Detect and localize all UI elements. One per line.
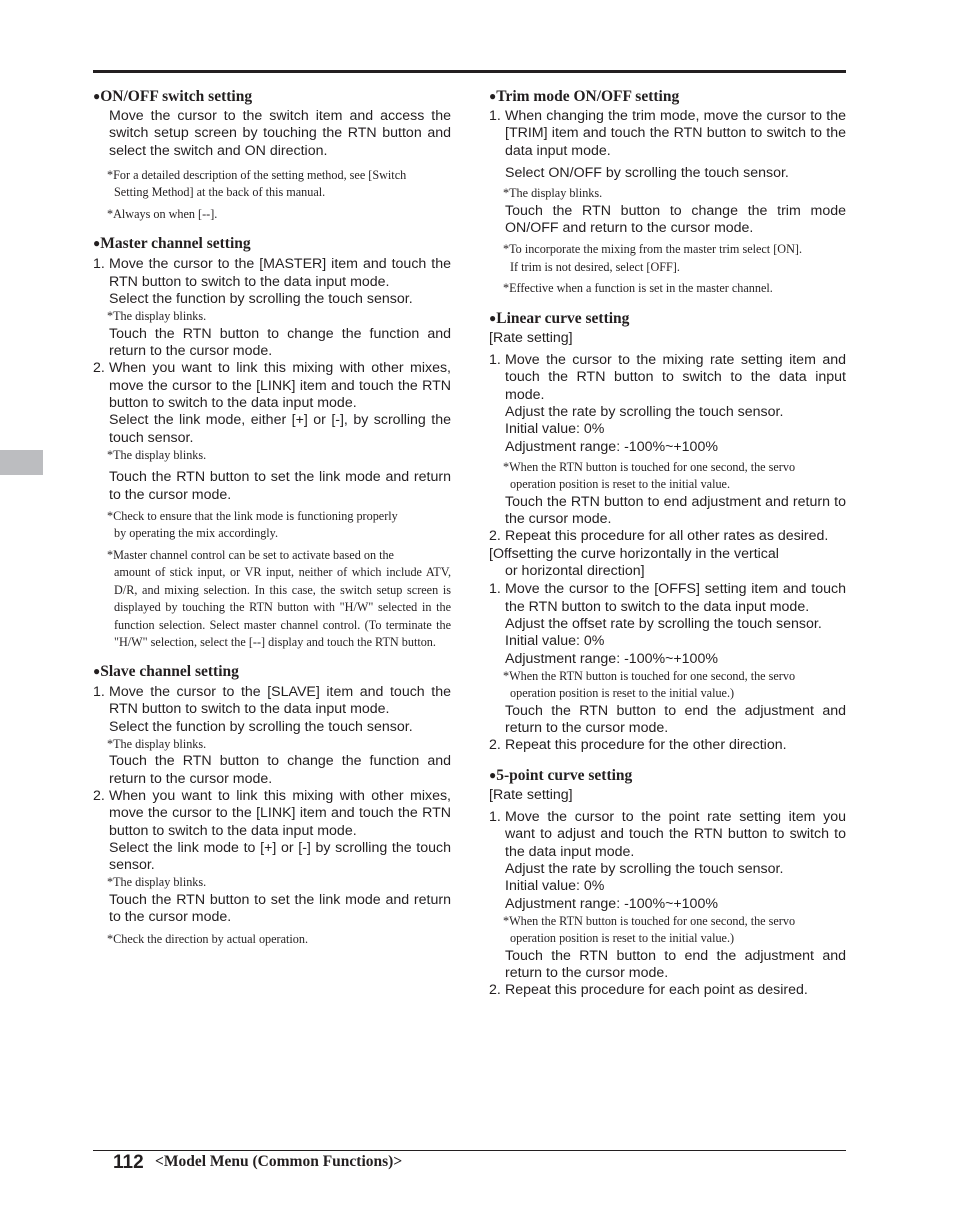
heading-5-point-curve: ●5-point curve setting xyxy=(489,766,633,784)
trim-note-2: *Effective when a function is set in the master channel. xyxy=(503,281,773,296)
bullet-icon: ● xyxy=(489,767,497,782)
master-step-2: 2. When you want to link this mixing with other mixes, move the cursor to the [LINK] item and touch the RTN button to switch to the data input mode. Select the link mode, either [+] or [-], by scrolling the touch sensor. *The display blinks. Touch the RTN button to set the link mode and return to the cursor mode. xyxy=(93,360,451,503)
bullet-icon: ● xyxy=(489,89,497,103)
chapter-tab xyxy=(0,450,43,475)
offset-step-1: 1. Move the cursor to the [OFFS] setting item and touch the RTN button to switch to the data input mode. Adjust the offset rate by scrolling the touch sensor. Initial value: 0% Adjustment range: -100%~+100% *When the RTN button is touched for one second, the servo operation position is reset to the initial value.) Touch the RTN button to end the adjustment and return to the cursor mode. xyxy=(489,581,846,737)
master-note-link: *Check to ensure that the link mode is functioning properly by operating the mix accordingly. xyxy=(107,508,398,541)
fivepoint-rate-label: [Rate setting] xyxy=(489,786,573,803)
slave-note: *Check the direction by actual operation. xyxy=(107,931,309,946)
page-number: 112 xyxy=(113,1152,144,1173)
linear-step-2: 2. Repeat this procedure for all other rates as desired. xyxy=(489,528,829,545)
footer-rule xyxy=(93,1150,846,1151)
bullet-icon: ● xyxy=(489,310,497,325)
linear-rate-label: [Rate setting] xyxy=(489,329,573,346)
section-title: <Model Menu (Common Functions)> xyxy=(155,1153,403,1170)
onoff-note-1: *For a detailed description of the setting method, see [Switch Setting Method] at the back of this manual. xyxy=(107,167,407,200)
heading-onoff-switch: ●ON/OFF switch setting xyxy=(93,88,253,105)
onoff-body: Move the cursor to the switch item and access the switch setup screen by touching the RTN button and select the switch and ON direction. xyxy=(109,108,451,159)
fivepoint-step-2: 2. Repeat this procedure for each point as desired. xyxy=(489,982,808,999)
trim-step-1: 1. When changing the trim mode, move the cursor to the [TRIM] item and touch the RTN button to switch to the data input mode. Select ON/OFF by scrolling the touch sensor. *The display blinks. Touch the RTN button to change the trim mode ON/OFF and return to the cursor mode. xyxy=(489,108,846,236)
heading-trim-mode: ●Trim mode ON/OFF setting xyxy=(489,88,680,105)
linear-step-1: 1. Move the cursor to the mixing rate setting item and touch the RTN button to switch to the data input mode. Adjust the rate by scrolling the touch sensor. Initial value: 0% Adjustment range: -100%~+100% *When the RTN button is touched for one second, the servo operation position is reset to the initial value. Touch the RTN button to end adjustment and return to the cursor mode. xyxy=(489,352,846,528)
bullet-icon: ● xyxy=(93,89,101,103)
right-column xyxy=(489,86,846,1000)
linear-offset-label: [Offsetting the curve horizontally in the vertical or horizontal direction] xyxy=(489,545,779,580)
onoff-note-2: *Always on when [--]. xyxy=(107,206,218,221)
master-step-1: 1. Move the cursor to the [MASTER] item and touch the RTN button to switch to the data input mode. Select the function by scrolling the touch sensor. *The display blinks. Touch the RTN button to change the function and return to the cursor mode. xyxy=(93,256,451,360)
left-column xyxy=(93,86,451,948)
heading-master-channel: ●Master channel setting xyxy=(93,235,251,253)
top-rule xyxy=(93,70,846,73)
bullet-icon: ● xyxy=(93,663,101,678)
fivepoint-step-1: 1. Move the cursor to the point rate setting item you want to adjust and touch the RTN button to switch to the data input mode. Adjust the rate by scrolling the touch sensor. Initial value: 0% Adjustment range: -100%~+100% *When the RTN button is touched for one second, the servo operation position is reset to the initial value.) Touch the RTN button to end the adjustment and return to the cursor mode. xyxy=(489,809,846,982)
offset-step-2: 2. Repeat this procedure for the other direction. xyxy=(489,737,787,754)
slave-step-2: 2. When you want to link this mixing with other mixes, move the cursor to the [LINK] item and touch the RTN button to switch to the data input mode. Select the link mode to [+] or [-] by scrolling the touch sensor. *The display blinks. Touch the RTN button to set the link mode and return to the cursor mode. xyxy=(93,787,451,926)
bullet-icon: ● xyxy=(93,236,101,251)
heading-linear-curve: ●Linear curve setting xyxy=(489,309,630,327)
trim-note-1: *To incorporate the mixing from the master trim select [ON]. If trim is not desired, select [OFF]. xyxy=(503,242,803,274)
heading-slave-channel: ●Slave channel setting xyxy=(93,662,239,680)
master-note-control: *Master channel control can be set to activate based on the amount of stick input, or VR input, neither of which include ATV, D/R, and mixing selection. In this case, the switch setup screen is displayed by touching the RTN button with "H/W" selected in the function selection. Select master channel control. (To terminate the "H/W" selection, select the [--] display and touch the RTN button. xyxy=(107,547,451,650)
slave-step-1: 1. Move the cursor to the [SLAVE] item and touch the RTN button to switch to the data input mode. Select the function by scrolling the touch sensor. *The display blinks. Touch the RTN button to change the function and return to the cursor mode. xyxy=(93,683,451,787)
